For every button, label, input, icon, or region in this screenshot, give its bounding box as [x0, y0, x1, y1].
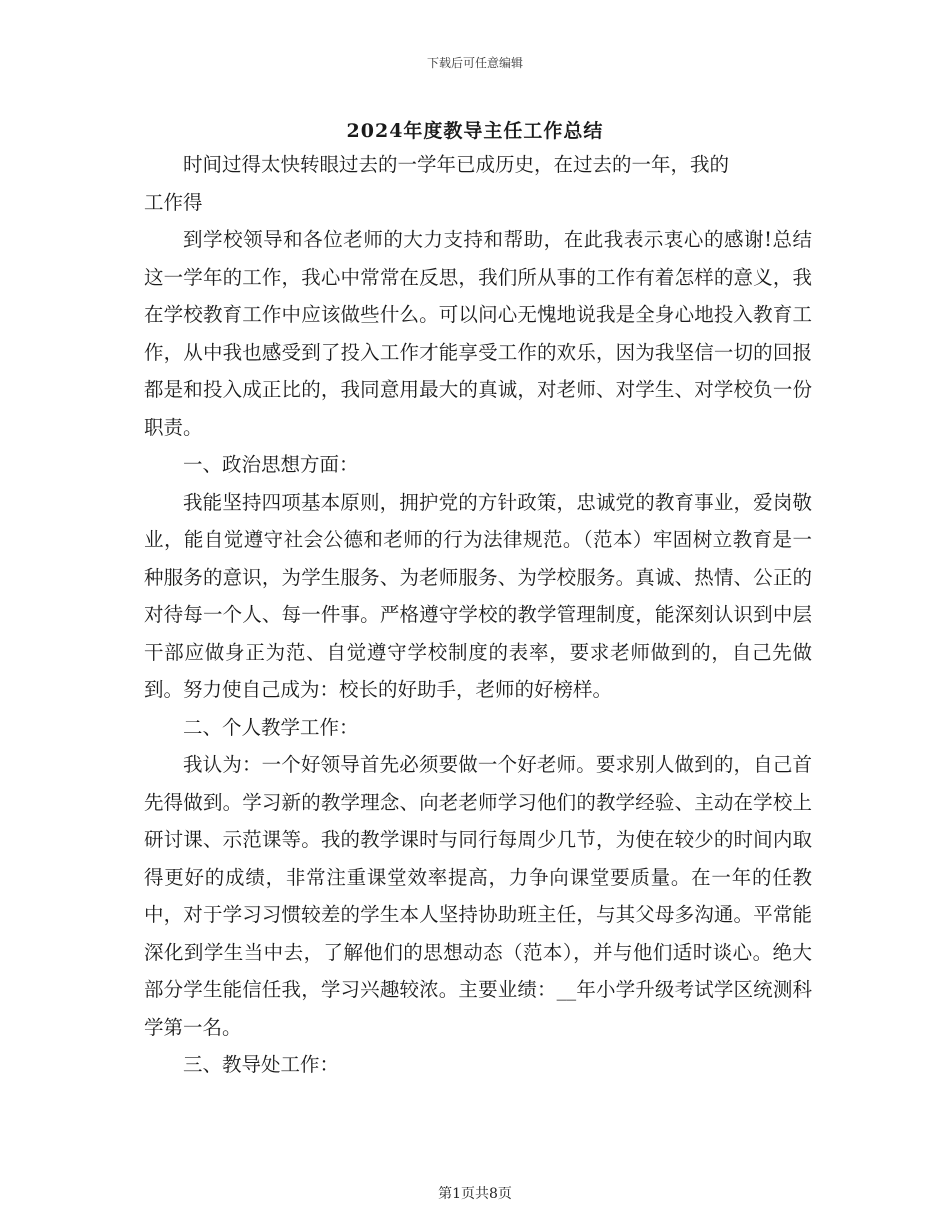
section-heading-office: 三、教导处工作： [183, 1053, 340, 1076]
paragraph-teaching: 我认为：一个好领导首先必须要做一个好老师。要求别人做到的，自己首先得做到。学习新的教学理念、向老老师学习他们的教学经验、主动在学校上研讨课、示范课等。我的教学课时与同行每周少几节，为使在较少的时间内取得更好的成绩，非常注重课堂效率提高，力争向课堂要质量。在一年的任教中，对于学习习惯较差的学生本人坚持协助班主任，与其父母多沟通。平常能深化到学生当中去，了解他们的思想动态（范本），并与他们适时谈心。绝大部分学生能信任我，学习兴趣较浓。主要业绩：__年小学升级考试学区统测科学第一名。 [144, 753, 812, 1039]
header-note: 下载后可任意编辑 [426, 56, 523, 70]
paragraph-thanks: 到学校领导和各位老师的大力支持和帮助，在此我表示衷心的感谢!总结这一学年的工作，我心中常常在反思，我们所从事的工作有着怎样的意义，我在学校教育工作中应该做些什么。可以问心无愧地说我是全身心地投入教育工作，从中我也感受到了投入工作才能享受工作的欢乐，因为我坚信一切的回报都是和投入成正比的，我同意用最大的真诚，对老师、对学生、对学校负一份职责。 [144, 228, 812, 439]
paragraph-politics: 我能坚持四项基本原则，拥护党的方针政策，忠诚党的教育事业，爱岗敬业，能自觉遵守社会公德和老师的行为法律规范。（范本）牢固树立教育是一种服务的意识，为学生服务、为老师服务、为学校服务。真诚、热情、公正的对待每一个人、每一件事。严格遵守学校的教学管理制度，能深刻认识到中层干部应做身正为范、自觉遵守学校制度的表率，要求老师做到的，自己先做到。努力使自己成为：校长的好助手，老师的好榜样。 [144, 490, 812, 701]
page-footer: 第1页共8页 [438, 1186, 512, 1202]
document-title: 2024年度教导主任工作总结 [346, 120, 604, 142]
section-heading-politics: 一、政治思想方面： [183, 453, 359, 476]
paragraph-intro: 时间过得太快转眼过去的一学年已成历史，在过去的一年，我的 [183, 153, 730, 176]
section-heading-teaching: 二、个人教学工作： [183, 715, 359, 739]
paragraph-intro-cont: 工作得 [144, 190, 203, 214]
document-body [144, 146, 812, 1084]
